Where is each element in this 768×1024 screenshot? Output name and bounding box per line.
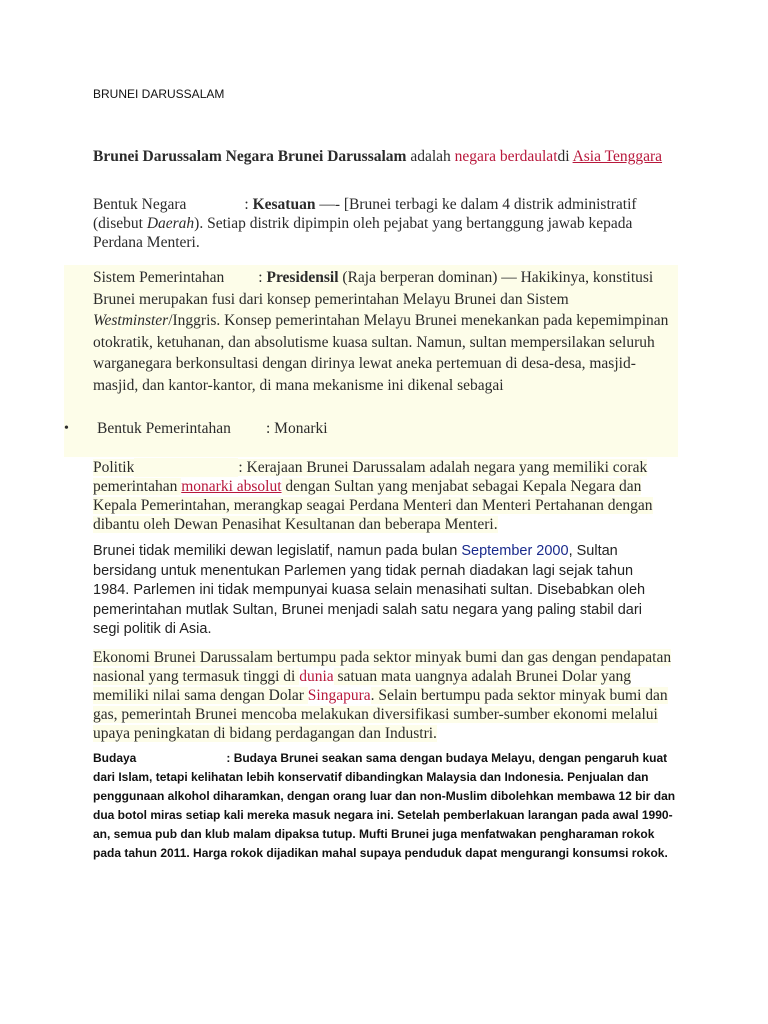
bentuk-negara-label: Bentuk Negara: [93, 196, 187, 213]
bentuk-pemerintahan-label: Bentuk Pemerintahan: [97, 420, 231, 437]
link-september-2000[interactable]: September 2000: [461, 543, 569, 559]
bentuk-negara-paragraph: Bentuk Negara : Kesatuan —- [Brunei terbagi ke dalam 4 distrik administratif (disebut Daerah). Setiap distrik dipimpin oleh pejabat yang bertanggung jawab kepada Perdana Menteri.: [93, 196, 637, 251]
bentuk-negara-value: Kesatuan: [252, 196, 316, 213]
bentuk-pemerintahan-value: : Monarki: [266, 420, 328, 437]
budaya-paragraph: Budaya : Budaya Brunei seakan sama dengan budaya Melayu, dengan pengaruh kuat dari Islam, tetapi kelihatan lebih konservatif dibandingkan Malaysia dan Indonesia. Penjualan dan penggunaan alkohol diharamkan, dengan orang luar dan non-Muslim dibolehkan membawa 12 bir dan dua botol miras setiap kali mereka masuk negara ini. Setelah pemberlakuan larangan pada awal 1990-an, semua pub dan klub malam dipaksa tutup. Mufti Brunei juga menfatwakan pengharaman rokok pada tahun 2011. Harga rokok dijadikan mahal supaya penduduk dapat mengurangi konsumsi rokok.: [93, 751, 676, 860]
document-title: BRUNEI DARUSSALAM: [93, 87, 225, 101]
link-dunia[interactable]: dunia: [299, 668, 334, 685]
bullet-icon: •: [64, 421, 69, 436]
politik-paragraph: Politik : Kerajaan Brunei Darussalam adalah negara yang memiliki corak pemerintahan monarki absolut dengan Sultan yang menjabat sebagai Kepala Negara dan Kepala Pemerintahan, merangkap seagai Perdana Menteri dan Menteri Pertahanan dengan dibantu oleh Dewan Penasihat Kesultanan dan beberapa Menteri.: [93, 459, 653, 533]
budaya-label: Budaya: [93, 751, 137, 765]
country-name: Brunei Darussalam Negara Brunei Darussalam: [93, 148, 407, 165]
intro-paragraph: Brunei Darussalam Negara Brunei Darussalam adalah negara berdaulatdi Asia Tenggara: [93, 148, 663, 165]
ekonomi-paragraph: Ekonomi Brunei Darussalam bertumpu pada sektor minyak bumi dan gas dengan pendapatan nasional yang termasuk tinggi di dunia satuan mata uangnya adalah Brunei Dolar yang memiliki nilai sama dengan Dolar Singapura. Selain bertumpu pada sektor minyak bumi dan gas, pemerintah Brunei mencoba melakukan diversifikasi sumber-sumber ekonomi melalui upaya peningkatan di bidang perdagangan dan Industri.: [93, 649, 672, 742]
sistem-value: Presidensil: [266, 269, 339, 286]
sistem-label: Sistem Pemerintahan: [93, 269, 225, 286]
link-negara-berdaulat[interactable]: negara berdaulat: [454, 148, 558, 165]
link-monarki-absolut[interactable]: monarki absolut: [181, 478, 282, 495]
sistem-pemerintahan-paragraph: Sistem Pemerintahan : Presidensil (Raja berperan dominan) — Hakikinya, konstitusi Brunei merupakan fusi dari konsep pemerintahan Melayu Brunei dan Sistem Westminster/Inggris. Konsep pemerintahan Melayu Brunei menekankan pada kepemimpinan otokratik, ketuhanan, dan absolutisme kuasa sultan. Namun, sultan mempersilakan seluruh warganegara berkonsultasi dengan dirinya lewat aneka pertemuan di desa-desa, masjid-masjid, dan kantor-kantor, di mana mekanisme ini dikenal sebagai: [93, 269, 669, 394]
politik-label: Politik: [93, 459, 135, 476]
link-singapura[interactable]: Singapura: [307, 687, 371, 704]
legislatif-paragraph: Brunei tidak memiliki dewan legislatif, namun pada bulan September 2000, Sultan bersidang untuk menentukan Parlemen yang tidak pernah diadakan lagi sejak tahun 1984. Parlemen ini tidak mempunyai kuasa selain menasihati sultan. Disebabkan oleh pemerintahan mutlak Sultan, Brunei menjadi salah satu negara yang paling stabil dari segi politik di Asia.: [93, 543, 646, 637]
link-asia-tenggara[interactable]: Asia Tenggara: [572, 148, 663, 165]
